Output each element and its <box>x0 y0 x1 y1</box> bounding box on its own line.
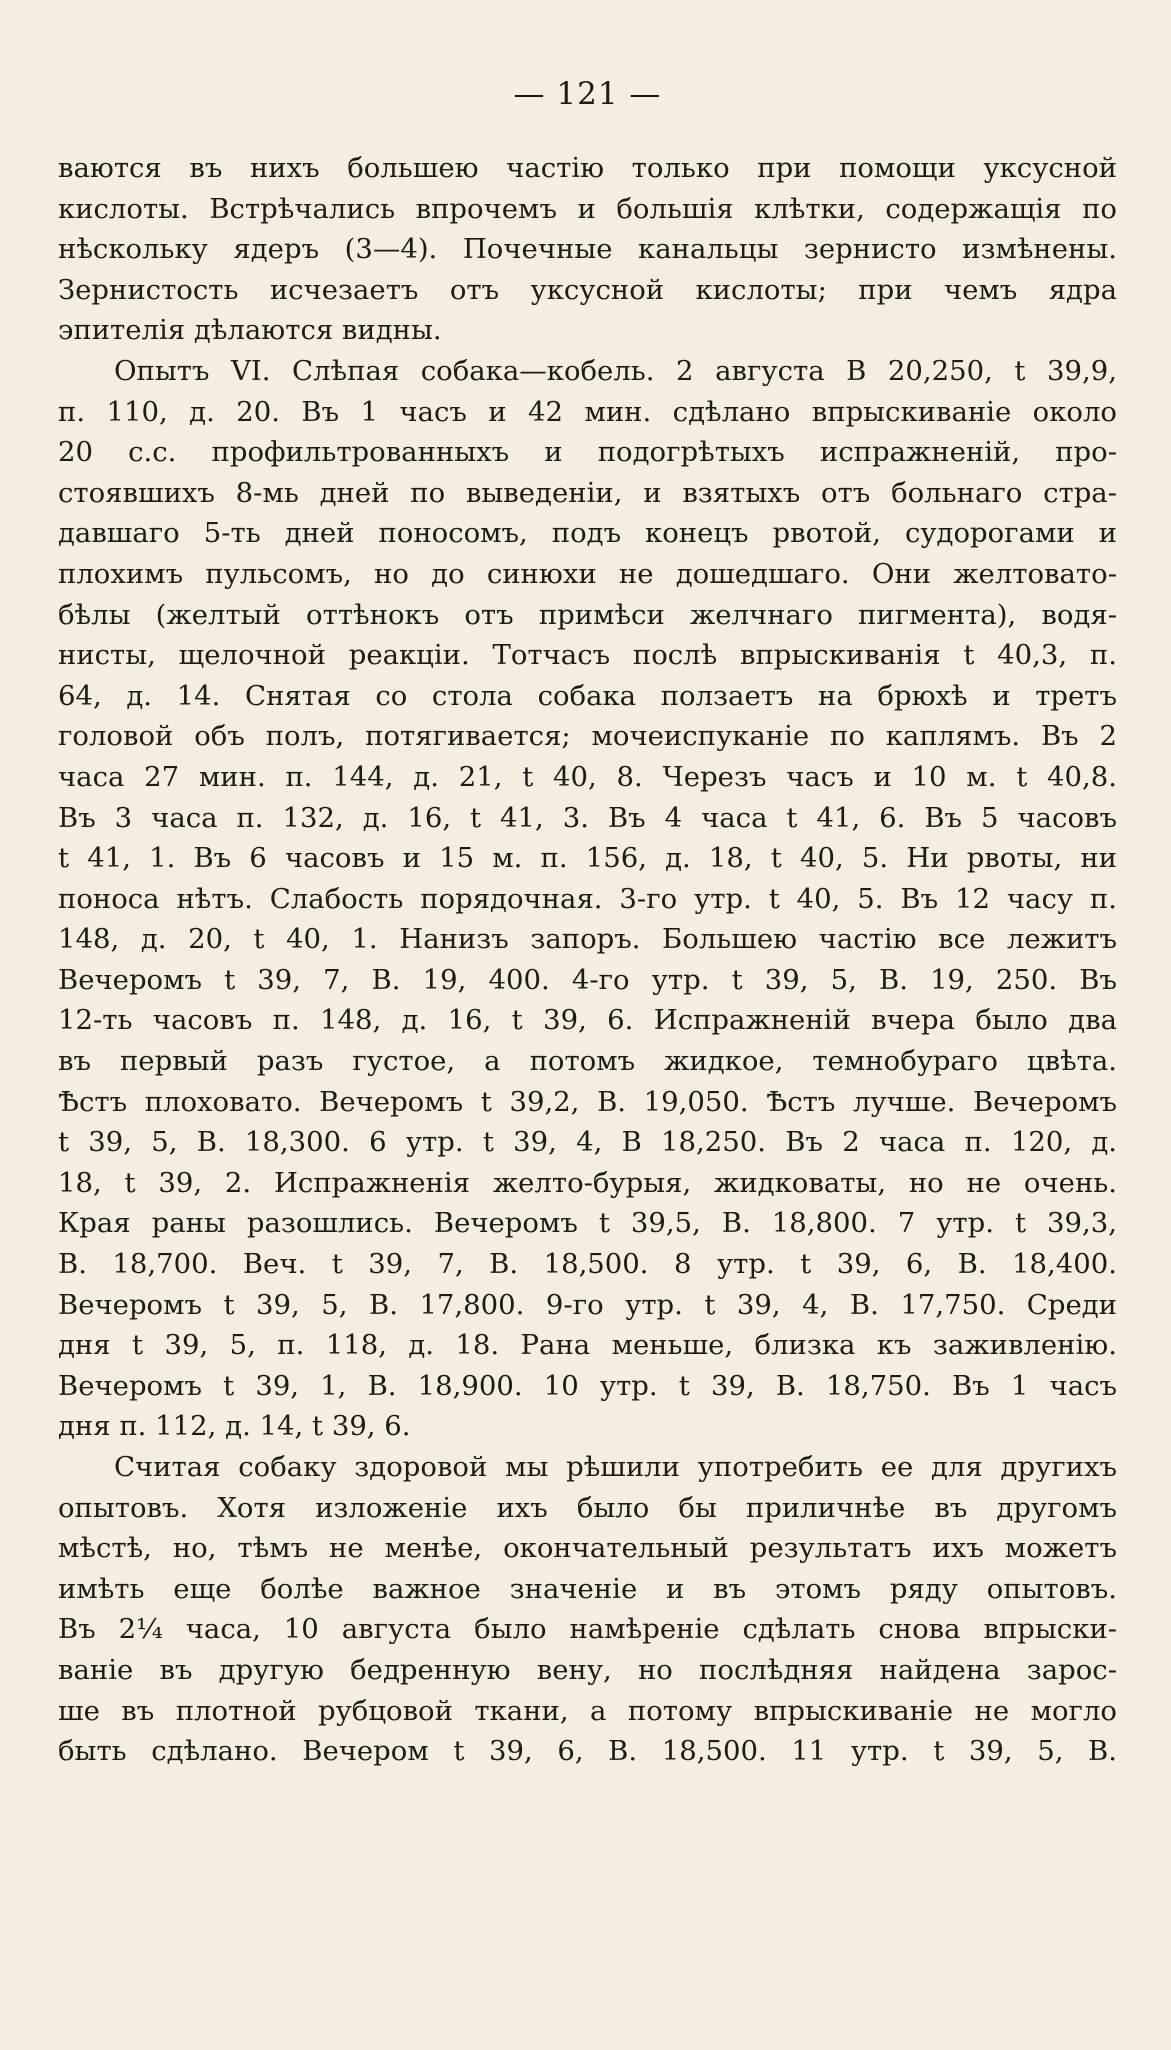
text-line: Въ 3 часа п. 132, д. 16, t 41, 3. Въ 4 часа t 41, 6. Въ 5 часовъ <box>58 801 1117 834</box>
text-line: В. 18,700. Веч. t 39, 7, В. 18,500. 8 утр. t 39, 6, В. 18,400. <box>58 1248 1117 1281</box>
text-line: поноса нѣтъ. Слабость порядочная. 3-го утр. t 40, 5. Въ 12 часу п. <box>58 882 1117 915</box>
text-line: стоявшихъ 8-мь дней по выведеніи, и взятыхъ отъ больнаго стра- <box>58 476 1117 509</box>
text-line: опытовъ. Хотя изложеніе ихъ было бы приличнѣе въ другомъ <box>58 1491 1117 1524</box>
text-line: головой объ полъ, потягивается; мочеиспуканіе по каплямъ. Въ 2 <box>58 720 1117 753</box>
text-line: t 39, 5, В. 18,300. 6 утр. t 39, 4, В 18,250. Въ 2 часа п. 120, д. <box>58 1126 1117 1159</box>
text-line: эпителія дѣлаются видны. <box>58 314 442 347</box>
text-line: плохимъ пульсомъ, но до синюхи не дошедшаго. Они желтовато- <box>58 557 1117 590</box>
text-line: t 41, 1. Въ 6 часовъ и 15 м. п. 156, д. 18, t 40, 5. Ни рвоты, ни <box>58 842 1117 875</box>
text-line: имѣть еще болѣе важное значеніе и въ этомъ ряду опытовъ. <box>58 1572 1117 1605</box>
text-line: Вечеромъ t 39, 5, В. 17,800. 9-го утр. t 39, 4, В. 17,750. Среди <box>58 1288 1117 1321</box>
text-line: Края раны разошлись. Вечеромъ t 39,5, В. 18,800. 7 утр. t 39,3, <box>58 1207 1117 1240</box>
text-line: дня п. 112, д. 14, t 39, 6. <box>58 1410 411 1443</box>
text-line: Ѣстъ плоховато. Вечеромъ t 39,2, В. 19,050. Ѣстъ лучше. Вечеромъ <box>58 1085 1117 1118</box>
text-line: часа 27 мин. п. 144, д. 21, t 40, 8. Черезъ часъ и 10 м. t 40,8. <box>58 760 1117 793</box>
text-line: бѣлы (желтый оттѣнокъ отъ примѣси желчнаго пигмента), водя- <box>58 598 1117 631</box>
text-line: ваются въ нихъ большею частію только при помощи уксусной <box>58 152 1117 184</box>
body-text <box>58 148 1117 1772</box>
text-line: давшаго 5-ть дней поносомъ, подъ конецъ рвотой, судорогами и <box>58 517 1117 550</box>
text-line: ваніе въ другую бедренную вену, но послѣдняя найдена зарос- <box>58 1653 1117 1686</box>
text-line: Вечеромъ t 39, 1, В. 18,900. 10 утр. t 39, В. 18,750. Въ 1 часъ <box>58 1369 1117 1402</box>
text-line: 20 с.с. профильтрованныхъ и подогрѣтыхъ испражненій, про- <box>58 436 1117 469</box>
text-line: п. 110, д. 20. Въ 1 часъ и 42 мин. сдѣлано впрыскиваніе около <box>58 395 1117 428</box>
paragraph-experiment-vi <box>58 351 1117 1447</box>
page-number: — 121 — <box>513 76 662 112</box>
text-line: кислоты. Встрѣчались впрочемъ и большія клѣтки, содержащія по <box>58 192 1117 225</box>
paragraph-kidney-findings <box>58 148 1117 351</box>
text-line: Зернистость исчезаетъ отъ уксусной кислоты; при чемъ ядра <box>58 273 1117 306</box>
text-line: 64, д. 14. Снятая со стола собака ползаетъ на брюхѣ и третъ <box>58 679 1117 712</box>
paragraph-further-experiments <box>58 1447 1117 1772</box>
text-line: 12-ть часовъ п. 148, д. 16, t 39, 6. Испражненій вчера было два <box>58 1004 1117 1037</box>
text-line: мѣстѣ, но, тѣмъ не менѣе, окончательный результатъ ихъ можетъ <box>58 1532 1117 1565</box>
text-line: 18, t 39, 2. Испражненія желто-бурыя, жидковаты, но не очень. <box>58 1166 1117 1199</box>
text-line: ше въ плотной рубцовой ткани, а потому впрыскиваніе не могло <box>58 1694 1117 1727</box>
text-line: Въ 2¼ часа, 10 августа было намѣреніе сдѣлать снова впрыски- <box>58 1613 1117 1646</box>
text-line: дня t 39, 5, п. 118, д. 18. Рана меньше, близка къ заживленію. <box>58 1329 1117 1362</box>
text-line: нисты, щелочной реакціи. Тотчасъ послѣ впрыскиванія t 40,3, п. <box>58 639 1117 672</box>
text-line: Опытъ VI. Слѣпая собака—кобель. 2 августа В 20,250, t 39,9, <box>114 354 1117 387</box>
text-line: Вечеромъ t 39, 7, В. 19, 400. 4-го утр. t 39, 5, В. 19, 250. Въ <box>58 963 1117 996</box>
text-line: быть сдѣлано. Вечером t 39, 6, В. 18,500. 11 утр. t 39, 5, В. <box>58 1735 1117 1768</box>
text-line: Считая собаку здоровой мы рѣшили употребить ее для другихъ <box>114 1451 1117 1483</box>
text-line: нѣскольку ядеръ (3—4). Почечные канальцы зернисто измѣнены. <box>58 233 1117 266</box>
text-line: въ первый разъ густое, а потомъ жидкое, темнобураго цвѣта. <box>58 1045 1117 1078</box>
text-line: 148, д. 20, t 40, 1. Нанизъ запоръ. Большею частію все лежитъ <box>58 923 1117 956</box>
